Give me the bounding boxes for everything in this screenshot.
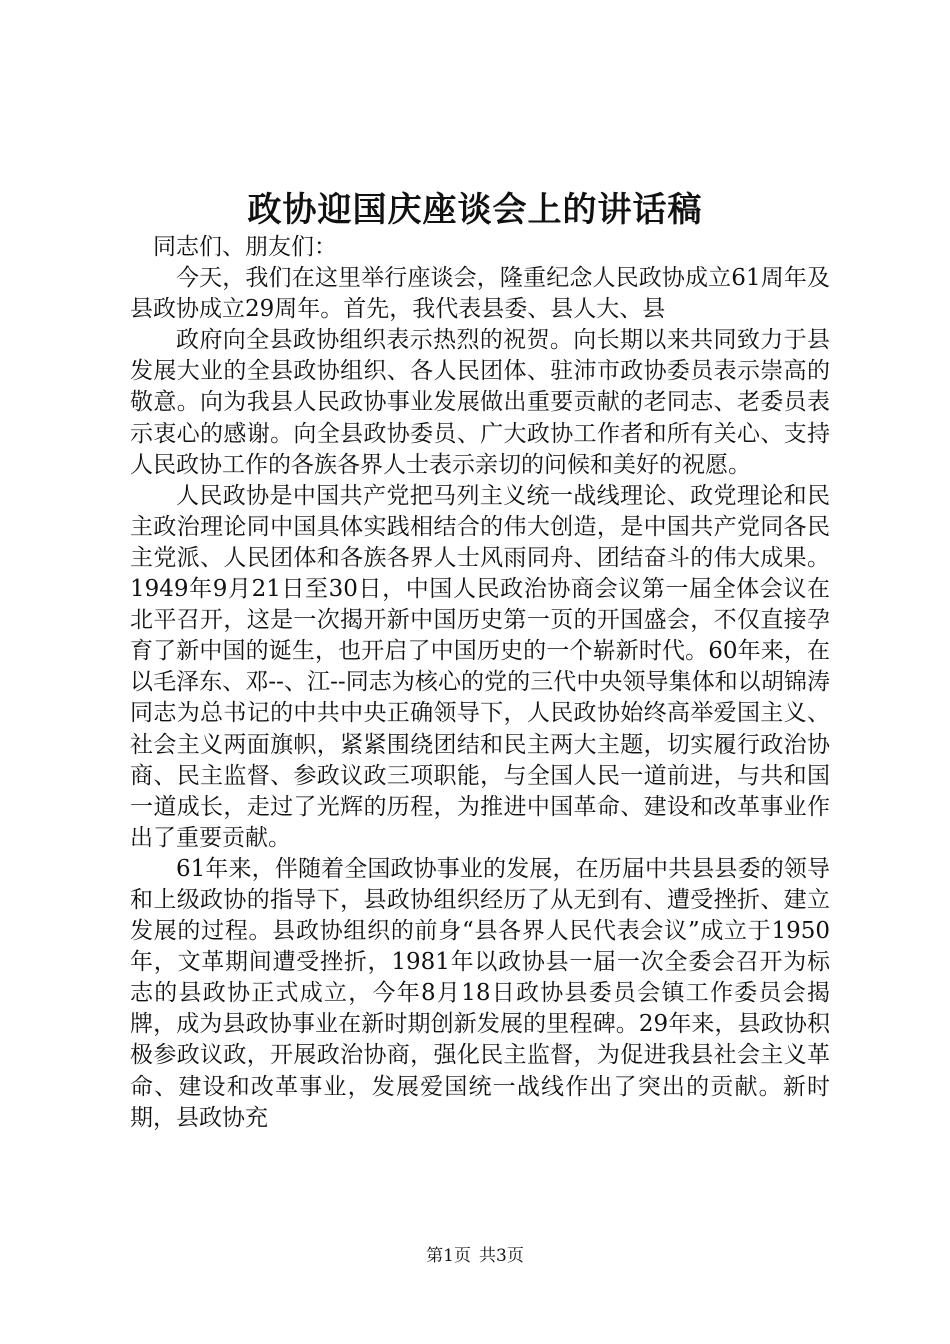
page-number: 第1页 (426, 1246, 471, 1266)
salutation-paragraph: 同志们、朋友们： (153, 234, 337, 260)
body-paragraph: 人民政协是中国共产党把马列主义统一战线理论、政党理论和民主政治理论同中国具体实践相结合的伟大创造，是中国共产党同各民主党派、人民团体和各族各界人士风雨同舟、团结奋斗的伟大成果。1949年9月21日至30日，中国人民政治协商会议第一届全体会议在北平召开，这是一次揭开新中国历史第一页的开国盛会，不仅直接孕育了新中国的诞生，也开启了中国历史的一个崭新时代。60年来，在以毛泽东、邓--、江--同志为核心的党的三代中央领导集体和以胡锦涛同志为总书记的中共中央正确领导下，人民政协始终高举爱国主义、社会主义两面旗帜，紧紧围绕团结和民主两大主题，切实履行政治协商、民主监督、参政议政三项职能，与全国人民一道前进，与共和国一道成长，走过了光辉的历程，为推进中国革命、建设和改革事业作出了重要贡献。 (130, 482, 830, 851)
page-footer (0, 1244, 950, 1268)
body-paragraph: 今天，我们在这里举行座谈会，隆重纪念人民政协成立61周年及县政协成立29周年。首先，我代表县委、县人大、县 (130, 265, 830, 323)
body-paragraph: 61年来，伴随着全国政协事业的发展，在历届中共县县委的领导和上级政协的指导下，县政协组织经历了从无到有、遭受挫折、建立发展的过程。县政协组织的前身“县各界人民代表会议”成立于1950年，文革期间遭受挫折，1981年以政协县一届一次全委会召开为标志的县政协正式成立，今年8月18日政协县委员会镇工作委员会揭牌，成为县政协事业在新时期创新发展的里程碑。29年来，县政协积极参政议政，开展政治协商，强化民主监督，为促进我县社会主义革命、建设和改革事业，发展爱国统一战线作出了突出的贡献。新时期，县政协充 (130, 855, 830, 1131)
document-body (130, 232, 830, 1134)
page-title: 政协迎国庆座谈会上的讲话稿 (247, 190, 703, 230)
body-paragraph: 政府向全县政协组织表示热烈的祝贺。向长期以来共同致力于县发展大业的全县政协组织、各人民团体、驻沛市政协委员表示崇高的敬意。向为我县人民政协事业发展做出重要贡献的老同志、老委员表示衷心的感谢。向全县政协委员、广大政协工作者和所有关心、支持人民政协工作的各族各界人士表示亲切的问候和美好的祝愿。 (130, 327, 830, 478)
page-total: 共3页 (479, 1246, 524, 1266)
